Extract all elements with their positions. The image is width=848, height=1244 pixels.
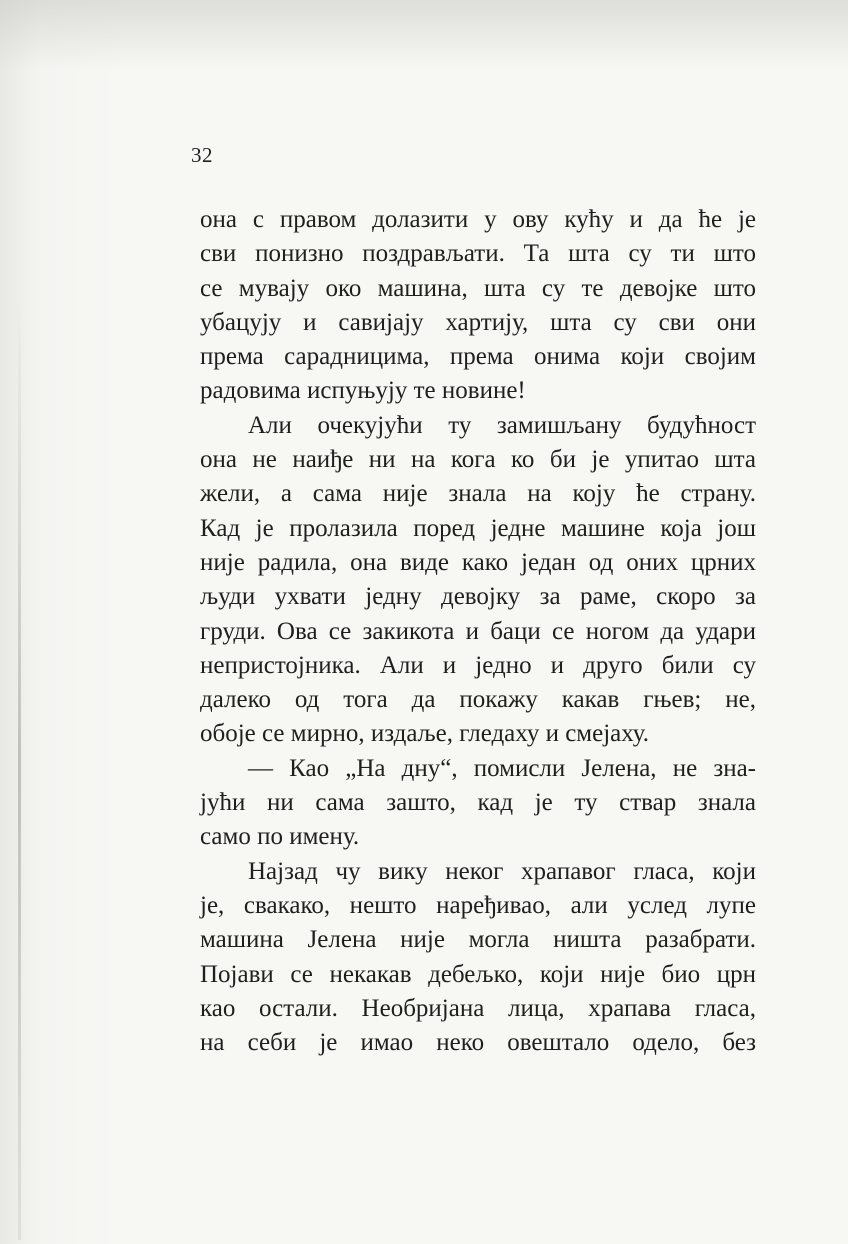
text-line: према сарадницима, према онима који својим xyxy=(200,343,756,371)
text-line: само по имену. xyxy=(200,823,360,851)
text-line: жели, а сама није знала на коју ће страну. xyxy=(200,480,756,508)
text-line: се мувају око машина, шта су те девојке што xyxy=(200,274,756,302)
page-edge xyxy=(18,300,21,1240)
text-line: убацују и савијају хартију, шта су сви они xyxy=(200,308,756,336)
body-text xyxy=(200,203,756,1060)
text-line: обоје се мирно, издаље, гледаху и смејаху. xyxy=(200,720,650,748)
text-line: Најзад чу вику неког храпавог гласа, који xyxy=(248,857,756,885)
text-line: далеко од тога да покажу какав гњев; не, xyxy=(200,686,756,714)
text-line: није радила, она виде како један од оних црних xyxy=(200,548,756,576)
page-number: 32 xyxy=(191,143,213,167)
text-line: Али очекујући ту замишљану будућност xyxy=(248,411,756,439)
text-line: Кад је пролазила поред једне машине која још xyxy=(200,514,756,542)
text-line: — Као „На дну“, помисли Јелена, не зна- xyxy=(248,754,756,782)
text-line: непристојника. Али и једно и друго били су xyxy=(200,651,756,679)
text-line: људи ухвати једну девојку за раме, скоро за xyxy=(200,583,756,611)
text-line: сви понизно поздрављати. Та шта су ти што xyxy=(200,240,756,268)
text-line: на себи је имао неко овештало одело, без xyxy=(200,1029,756,1057)
text-line: радовима испуњују те новине! xyxy=(200,377,526,405)
text-line: јући ни сама зашто, кад је ту ствар знала xyxy=(200,789,756,817)
text-line: као остали. Необријана лица, храпава гласа, xyxy=(200,994,756,1022)
text-line: Појави се некакав дебељко, који није био црн xyxy=(200,960,756,988)
text-line: она с правом долазити у ову кућу и да ће је xyxy=(200,206,756,233)
text-line: је, свакако, нешто наређивао, али услед лупе xyxy=(200,891,756,919)
scan-shadow xyxy=(0,0,848,70)
text-line: машина Јелена није могла ништа разабрати. xyxy=(200,926,756,954)
text-line: груди. Ова се закикота и баци се ногом да удари xyxy=(200,617,756,645)
text-line: она не наиђе ни на кога ко би је упитао шта xyxy=(200,446,756,474)
